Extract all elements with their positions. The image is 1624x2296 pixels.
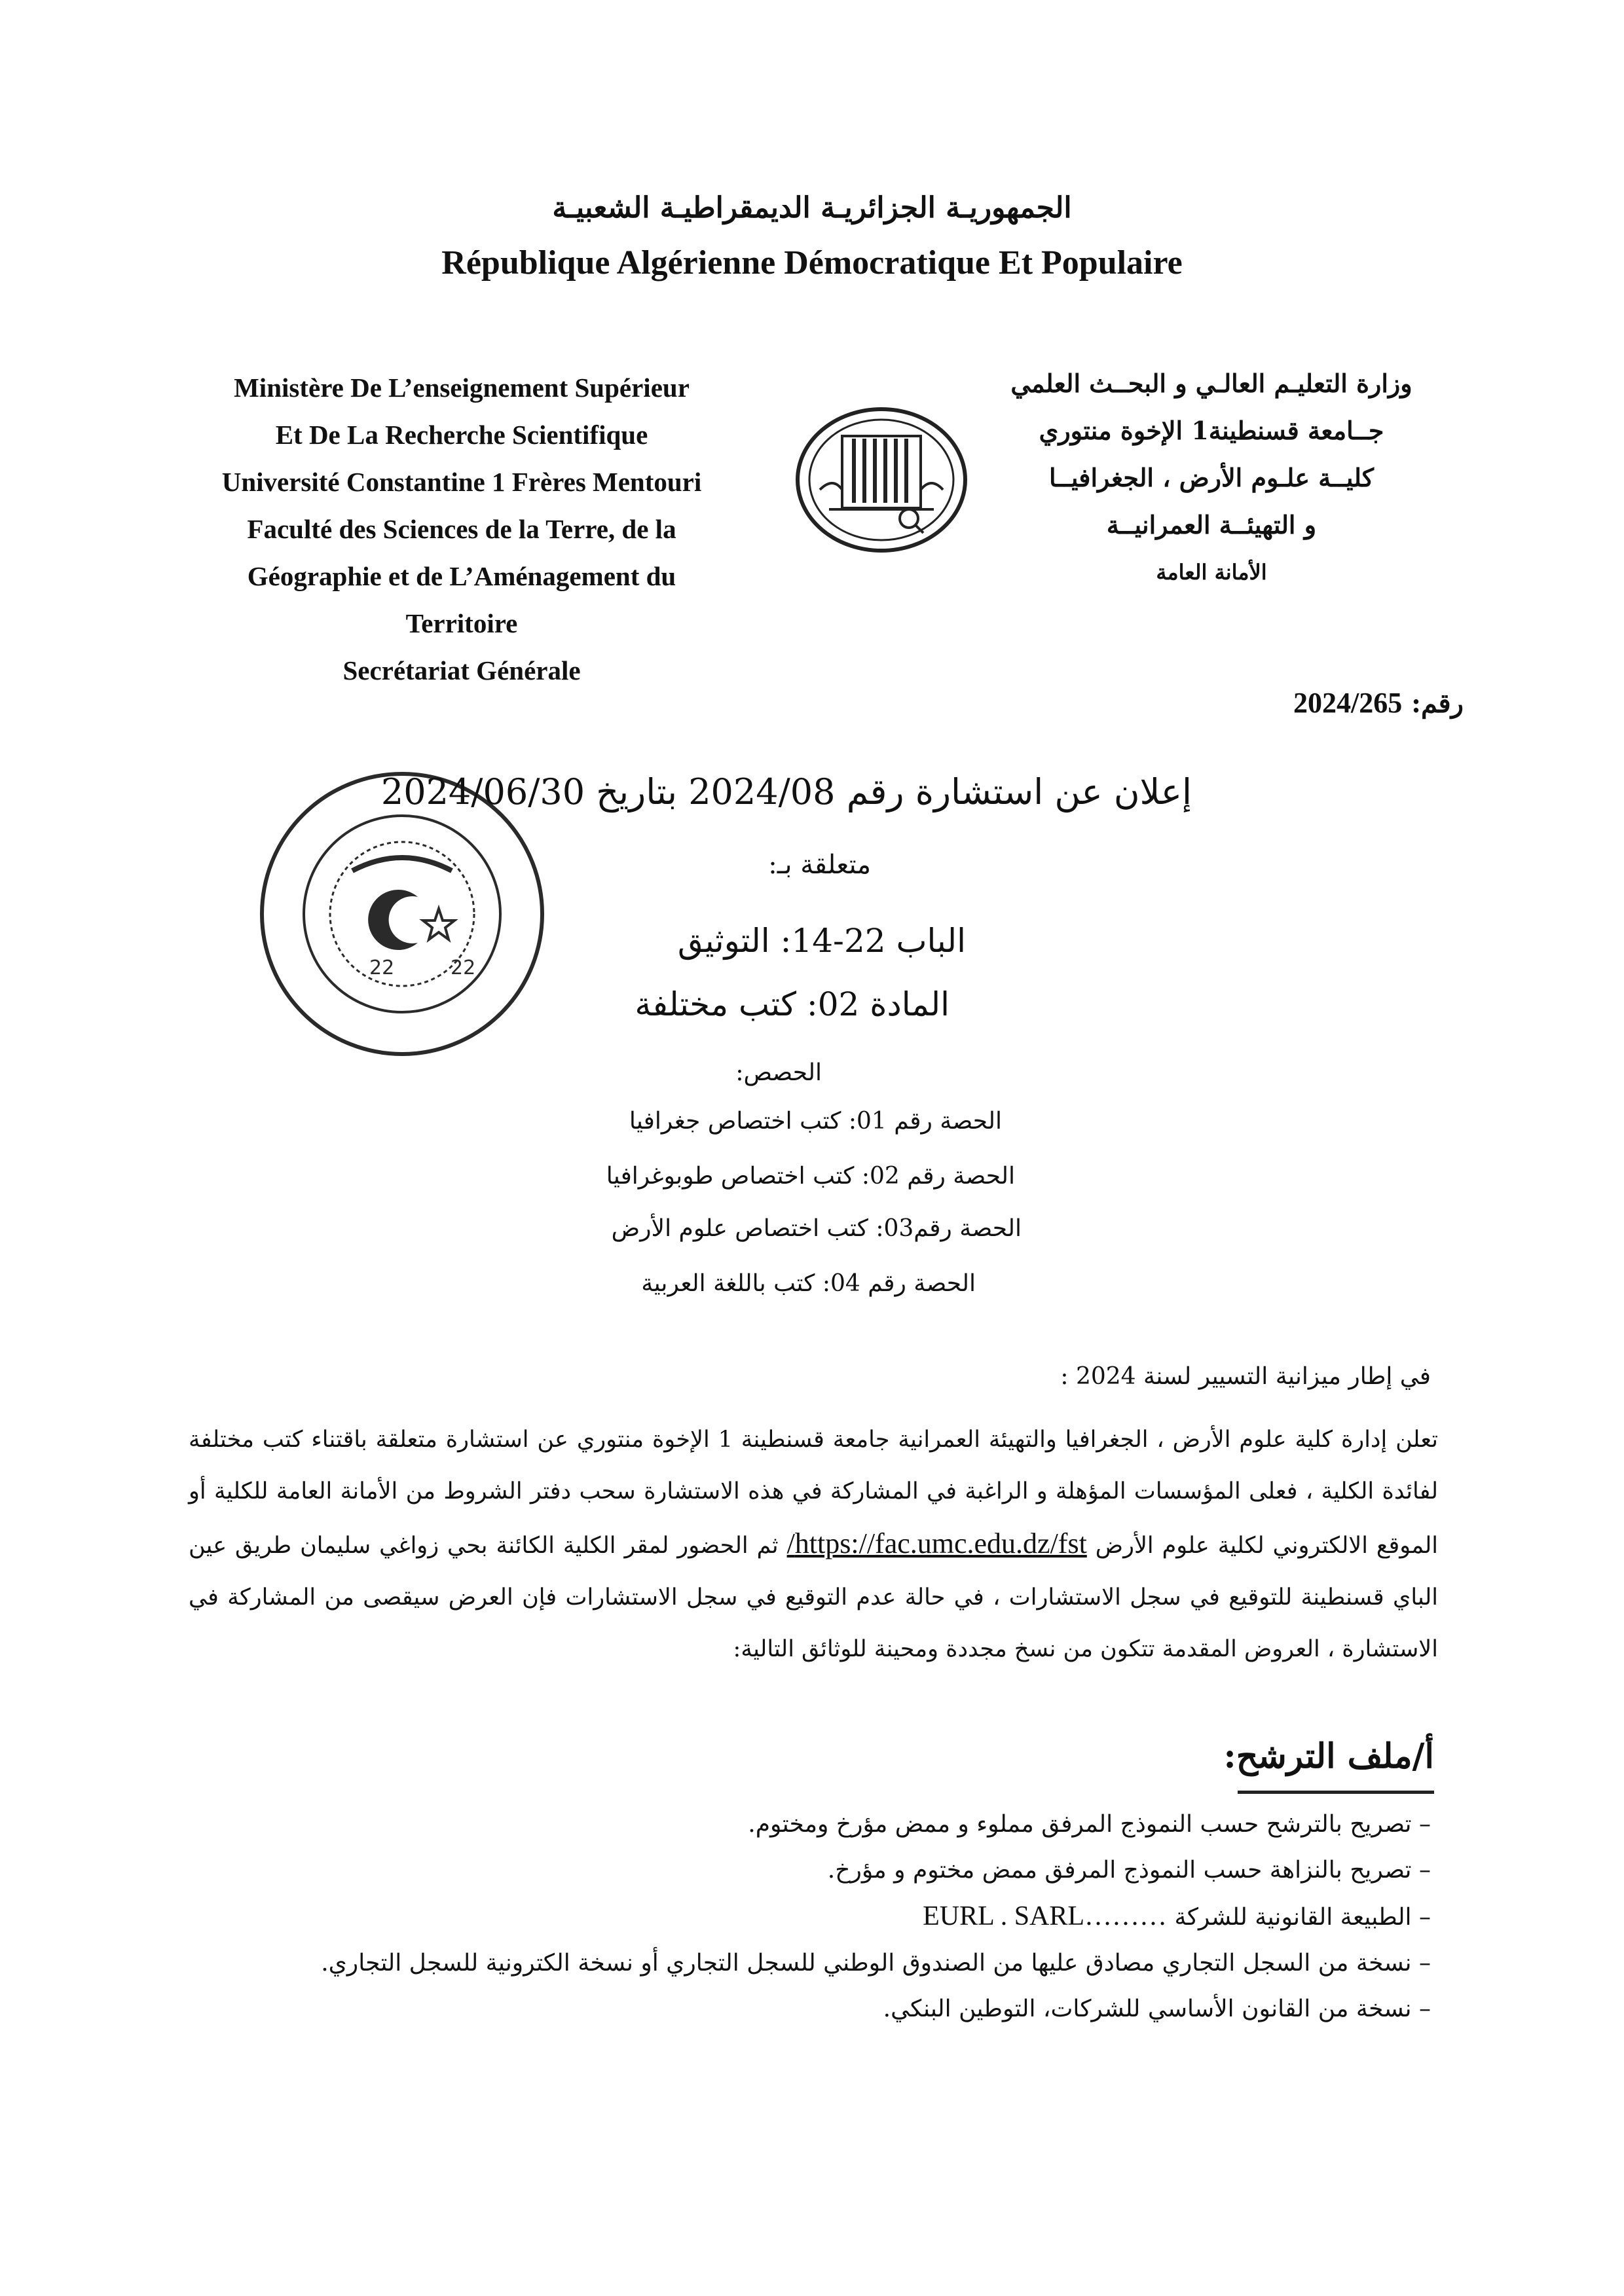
svg-text:22: 22	[451, 957, 476, 979]
fr-line: Territoire	[405, 608, 518, 638]
dossier-items	[187, 1802, 1431, 2032]
lot-item: الحصة رقم 01: كتب اختصاص جغرافيا	[629, 1108, 1002, 1135]
announcement-body	[189, 1414, 1438, 1675]
svg-text:22: 22	[369, 957, 395, 979]
ar-line: الأمانة العامة	[1156, 560, 1267, 585]
dossier-item: – نسخة من السجل التجاري مصادق عليها من الصندوق الوطني للسجل التجاري أو نسخة الكترونية للسجل التجاري.	[321, 1950, 1431, 1977]
related-to-label: متعلقة بـ:	[768, 850, 871, 880]
reference-number	[1293, 686, 1464, 720]
dossier-item: – تصريح بالترشح حسب النموذج المرفق مملوء و ممض مؤرخ ومختوم.	[748, 1811, 1431, 1838]
fr-line: Secrétariat Générale	[342, 655, 581, 685]
body-text-continued: ثم الحضور لمقر الكلية الكائنة بحي زواغي سليمان طريق عين الباي قسنطينة للتوقيع في سجل الاستشارات ، في حالة عدم التوقيع في سجل الاستشارات فإن العرض سيقصى من المشاركة في الاستشارة ، العروض المقدمة تتكون من نسخ مجددة ومحينة للوثائق التالية:	[189, 1533, 1438, 1662]
dossier-item: – نسخة من القانون الأساسي للشركات، التوطين البنكي.	[883, 1995, 1431, 2022]
faculty-website-link[interactable]: https://fac.umc.edu.dz/fst/	[786, 1527, 1087, 1559]
reference-value: 2024/265	[1293, 687, 1403, 719]
title-underline	[1238, 1791, 1434, 1794]
budget-article: المادة 02: كتب مختلفة	[635, 985, 950, 1023]
fr-line: Et De La Recherche Scientifique	[275, 420, 648, 450]
institution-french	[157, 364, 766, 694]
header-arabic: الجمهوريـة الجزائريـة الديمقراطيـة الشعبيـة	[552, 191, 1072, 225]
fr-line: Université Constantine 1 Frères Mentouri	[221, 467, 702, 497]
institution-arabic	[982, 360, 1441, 596]
ar-line: كليــة علـوم الأرض ، الجغرافيــا	[1048, 463, 1375, 492]
announcement-title: إعلان عن استشارة رقم 2024/08 بتاريخ 2024/06/30	[380, 771, 1192, 812]
lots-label: الحصص:	[735, 1059, 822, 1086]
dossier-item-text: – الطبيعة القانونية للشركة	[1174, 1904, 1431, 1931]
dossier-title: أ/ملف الترشح:	[1223, 1736, 1434, 1776]
ar-line: جــامعة قسنطينة1 الإخوة منتوري	[1039, 416, 1384, 445]
lot-item: الحصة رقم 04: كتب باللغة العربية	[641, 1270, 976, 1297]
body-text: تعلن إدارة كلية علوم الأرض ، الجغرافيا والتهيئة العمرانية جامعة قسنطينة 1 الإخوة منتوري عن استشارة متعلقة باقتناء كتب مختلفة لفائدة الكلية ، فعلى المؤسسات المؤهلة و الراغبة في المشاركة في هذه الاستشارة سحب دفتر الشروط من الأمانة العامة للكلية أو الموقع الالكتروني لكلية علوم الأرض	[189, 1427, 1438, 1559]
company-types: EURL . SARL………	[923, 1901, 1168, 1931]
budget-chapter: الباب 22-14: التوثيق	[677, 922, 966, 960]
lot-item: الحصة رقم 02: كتب اختصاص طوبوغرافيا	[606, 1163, 1015, 1190]
ar-line: وزارة التعليـم العالـي و البحــث العلمي	[1010, 369, 1412, 398]
dossier-item	[187, 1893, 1431, 1941]
reference-label: رقم:	[1411, 688, 1464, 719]
university-logo	[794, 405, 969, 555]
budget-line: في إطار ميزانية التسيير لسنة 2024 :	[1060, 1363, 1431, 1390]
header-french: République Algérienne Démocratique Et Populaire	[441, 244, 1183, 282]
dossier-item: – تصريح بالنزاهة حسب النموذج المرفق ممض مختوم و مؤرخ.	[827, 1857, 1431, 1884]
fr-line: Ministère De L’enseignement Supérieur	[234, 373, 690, 403]
fr-line: Géographie et de L’Aménagement du	[247, 561, 676, 591]
lot-item: الحصة رقم03: كتب اختصاص علوم الأرض	[611, 1215, 1022, 1242]
ar-line: و التهيئــة العمرانيــة	[1106, 510, 1317, 539]
fr-line: Faculté des Sciences de la Terre, de la	[247, 514, 676, 544]
